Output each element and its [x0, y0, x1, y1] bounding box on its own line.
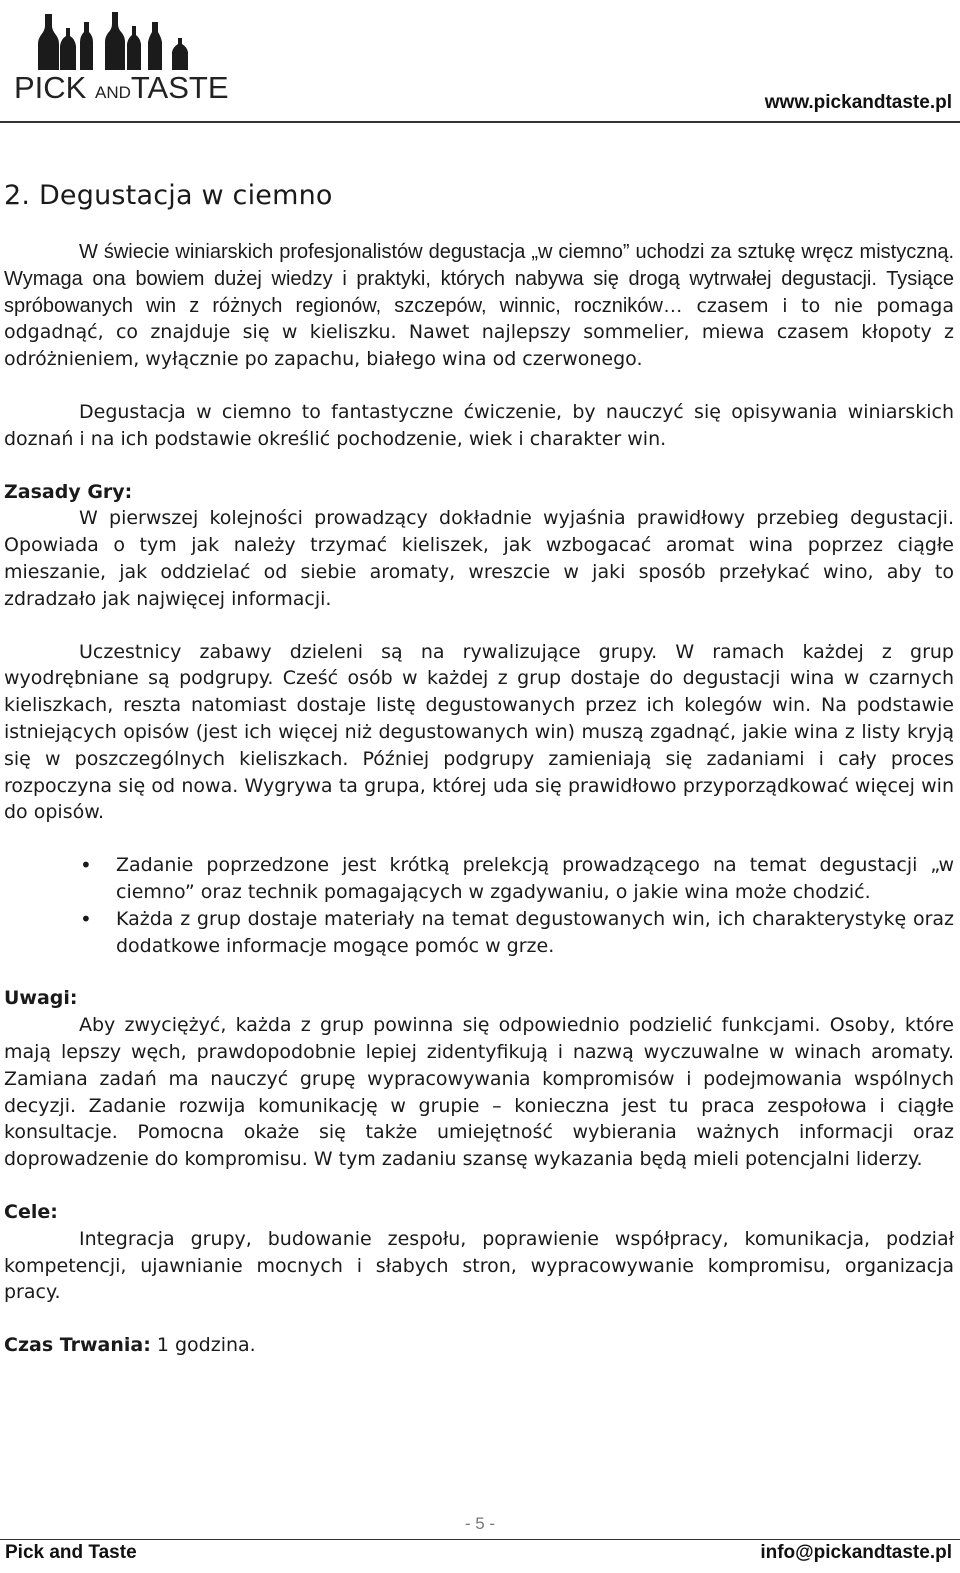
list-item: • Zadanie poprzedzone jest krótką prelekcją prowadzącego na temat degustacji „w ciemno” oraz technik pomagających w zgadywaniu, o jakie wina może chodzić. [116, 852, 954, 906]
duration-value: 1 godzina. [150, 1334, 256, 1357]
rules-label: Zasady Gry: [4, 480, 133, 503]
section-title: 2. Degustacja w ciemno [4, 180, 333, 211]
footer-divider [0, 1539, 960, 1540]
notes-label: Uwagi: [4, 987, 78, 1010]
logo-and: AND [94, 83, 131, 102]
goals-label: Cele: [4, 1200, 58, 1223]
site-url: www.pickandtaste.pl [764, 92, 952, 113]
wine-bottles-icon [12, 8, 212, 72]
notes-paragraph: Aby zwyciężyć, każda z grup powinna się odpowiednio podzielić funkcjami. Osoby, które mają lepszy węch, prawdopodobnie lepiej zidentyfikują i nazwą wyczuwalne w winach aromaty. Zamiana zadań ma nauczyć grupę wypracowywania kompromisów i podejmowania wspólnych decyzji. Zadanie rozwija komunikację w grupie – konieczna jest tu praca zespołowa i ciągłe konsultacje. Pomocna okaże się także umiejętność wybierania ważnych informacji oraz doprowadzenie do kompromisu. W tym zadaniu szansę wykazania będą mieli potencjalni liderzy. [4, 1014, 954, 1171]
logo-taste: TASTE [130, 70, 229, 105]
duration-line [4, 1332, 954, 1359]
header-divider [0, 121, 960, 123]
intro-paragraph-2: Degustacja w ciemno to fantastyczne ćwiczenie, by nauczyć się opisywania winiarskich doznań i na ich podstawie określić pochodzenie, wiek i charakter win. [4, 400, 954, 450]
page-number: - 5 - [464, 1514, 496, 1533]
document-body [4, 180, 954, 1359]
brand-wordmark [14, 70, 229, 106]
brand-logo [12, 8, 229, 105]
intro-paragraph-1 [4, 239, 954, 373]
rules-paragraph-1: W pierwszej kolejności prowadzący dokładnie wyjaśnia prawidłowy przebieg degustacji. Opowiada o tym jak należy trzymać kieliszek, jak wzbogacać aromat wina poprzez ciągłe mieszanie, jak oddzielać od siebie aromaty, wreszcie w jaki sposób przełykać wino, aby to zdradzało jak najwięcej informacji. [4, 507, 954, 610]
logo-pick: PICK [14, 70, 87, 105]
list-item: • Każda z grup dostaje materiały na temat degustowanych win, ich charakterystykę oraz dodatkowe informacje mogące pomóc w grze. [116, 906, 954, 960]
duration-label: Czas Trwania: [4, 1334, 151, 1357]
goals-paragraph: Integracja grupy, budowanie zespołu, poprawienie współpracy, komunikacja, podział kompetencji, ujawnianie mocnych i słabych stron, wypracowywanie kompromisu, organizacja pracy. [4, 1227, 954, 1304]
footer-email: info@pickandtaste.pl [760, 1542, 952, 1563]
rules-bullet-list [4, 852, 954, 959]
rules-paragraph-2: Uczestnicy zabawy dzieleni są na rywalizujące grupy. W ramach każdej z grup wyodrębniane są podgrupy. Cześć osób w każdej z grup dostaje do degustacji wina w czarnych kieliszkach, reszta natomiast dostaje listę degustowanych przez ich kolegów win. Na podstawie istniejących opisów (jest ich więcej niż degustowanych win) muszą zgadnąć, jakie wina z listy kryją się w poszczególnych kieliszkach. Później podgrupy zamieniają się zadaniami i cały proces rozpoczyna się od nowa. Wygrywa ta grupa, której uda się prawidłowo przyporządkować więcej win do opisów. [4, 640, 954, 824]
footer-company: Pick and Taste [5, 1542, 137, 1563]
intro-p1-part-a: W świecie winiarskich profesjonalistów degustacja „w ciemno” uchodzi za sztukę wręcz mistyczną. Wymaga ona bowiem dużej wiedzy i praktyki, których nabywa się drogą wytrwałej degustacji. Tysiące spróbowanych win z różnych regionów, szczepów, winnic, roczników… [4, 241, 954, 317]
intro-p1-part-b: czasem i to nie pomaga odgadnąć, co znajduje się w kieliszku. Nawet najlepszy sommelier, miewa czasem kłopoty z odróżnieniem, wyłącznie po zapachu, białego wina od czerwonego. [4, 294, 954, 371]
